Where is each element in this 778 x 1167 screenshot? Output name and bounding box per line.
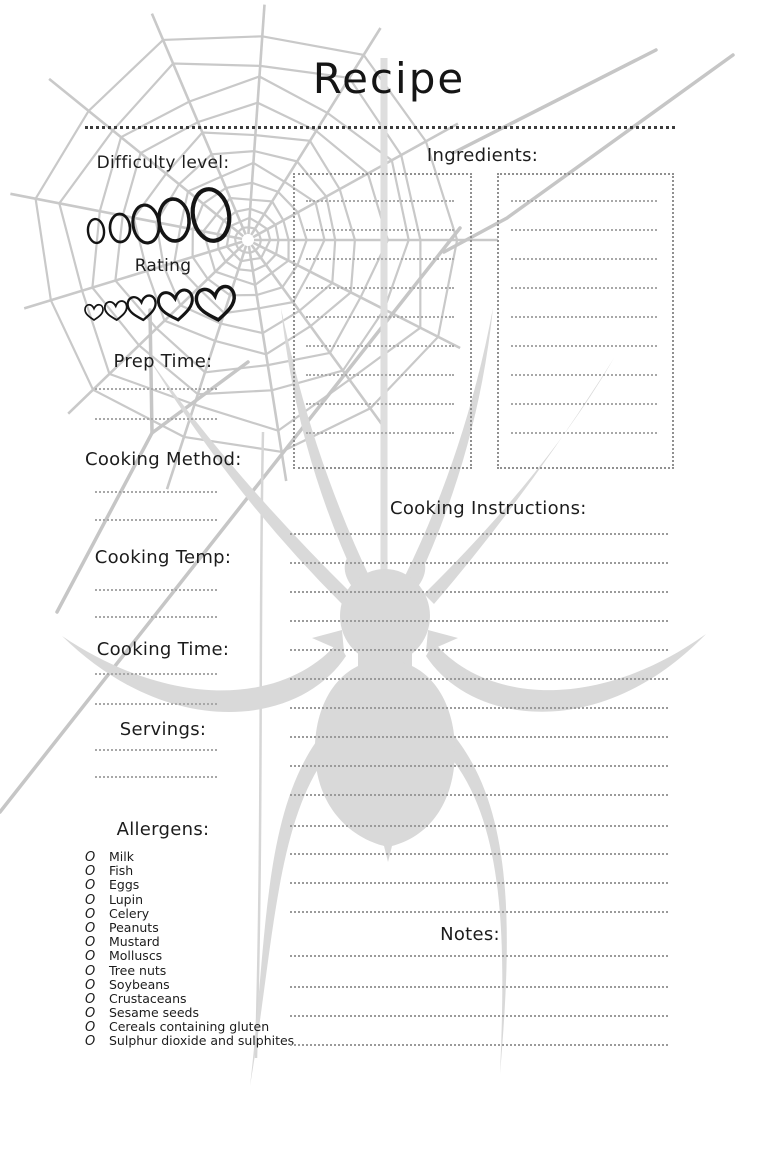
difficulty-rating-circles[interactable] — [78, 184, 238, 250]
instructions-writing-line[interactable] — [290, 533, 668, 535]
instructions-writing-line[interactable] — [290, 853, 668, 855]
field-label-cooking-method: Cooking Method: — [85, 449, 242, 470]
ingredients-writing-line[interactable] — [306, 258, 454, 260]
instructions-writing-line[interactable] — [290, 707, 668, 709]
allergen-label: Lupin — [109, 891, 143, 907]
allergen-row[interactable] — [85, 949, 295, 963]
allergen-checkbox[interactable]: O — [85, 850, 96, 865]
field-writing-line[interactable] — [95, 616, 217, 618]
difficulty-label: Difficulty level: — [96, 153, 230, 173]
ingredients-writing-line[interactable] — [511, 287, 657, 289]
allergen-label: Crustaceans — [109, 990, 187, 1006]
allergen-row[interactable] — [85, 978, 295, 992]
ingredients-writing-line[interactable] — [306, 287, 454, 289]
allergen-row[interactable] — [85, 935, 295, 949]
allergens-label: Allergens: — [116, 819, 210, 840]
ingredients-writing-line[interactable] — [511, 403, 657, 405]
difficulty-circle[interactable] — [87, 218, 105, 244]
field-writing-line[interactable] — [95, 589, 217, 591]
allergen-checkbox[interactable]: O — [85, 892, 96, 908]
allergen-label: Eggs — [109, 877, 140, 893]
allergen-checkbox[interactable]: O — [85, 991, 96, 1007]
rating-heart[interactable] — [157, 289, 195, 322]
allergen-row[interactable] — [85, 1034, 295, 1048]
difficulty-circle[interactable] — [109, 213, 130, 242]
notes-writing-line[interactable] — [290, 1015, 668, 1017]
allergen-row[interactable] — [85, 992, 295, 1006]
notes-writing-line[interactable] — [290, 986, 668, 988]
ingredients-writing-line[interactable] — [306, 229, 454, 231]
rating-heart[interactable] — [195, 285, 237, 322]
field-writing-line[interactable] — [95, 703, 217, 705]
allergen-label: Fish — [109, 863, 134, 879]
difficulty-circle[interactable] — [157, 198, 191, 242]
notes-writing-line[interactable] — [290, 955, 668, 957]
allergen-row[interactable] — [85, 850, 295, 864]
rating-hearts[interactable] — [80, 284, 242, 330]
allergen-checkbox[interactable]: O — [85, 906, 96, 922]
difficulty-circle[interactable] — [189, 186, 233, 243]
instructions-writing-line[interactable] — [290, 649, 668, 651]
notes-writing-line[interactable] — [290, 1044, 668, 1046]
allergen-label: Milk — [109, 849, 134, 864]
instructions-writing-line[interactable] — [290, 765, 668, 767]
field-label-prep-time: Prep Time: — [113, 351, 213, 372]
allergen-checkbox[interactable]: O — [85, 1034, 96, 1050]
field-writing-line[interactable] — [95, 388, 217, 390]
ingredients-label: Ingredients: — [426, 145, 539, 166]
allergen-label: Soybeans — [109, 976, 170, 992]
allergen-checkbox[interactable]: O — [85, 920, 96, 936]
field-label-cooking-time: Cooking Time: — [96, 639, 230, 660]
allergen-row[interactable] — [85, 864, 295, 878]
title-separator — [85, 126, 675, 129]
allergen-label: Tree nuts — [109, 962, 167, 978]
instructions-writing-line[interactable] — [290, 678, 668, 680]
instructions-writing-line[interactable] — [290, 591, 668, 593]
instructions-writing-line[interactable] — [290, 562, 668, 564]
allergen-label: Celery — [109, 905, 150, 921]
instructions-writing-line[interactable] — [290, 825, 668, 827]
allergen-checkbox[interactable]: O — [85, 1006, 96, 1022]
ingredients-writing-line[interactable] — [511, 345, 657, 347]
instructions-writing-line[interactable] — [290, 911, 668, 913]
allergen-checkbox[interactable]: O — [85, 935, 96, 951]
allergen-checkbox[interactable]: O — [85, 1020, 96, 1036]
ingredients-writing-line[interactable] — [511, 432, 657, 434]
field-label-servings: Servings: — [119, 719, 207, 740]
field-writing-line[interactable] — [95, 749, 217, 751]
ingredients-box-left[interactable] — [293, 173, 472, 469]
allergen-row[interactable] — [85, 1020, 295, 1034]
rating-heart[interactable] — [85, 305, 103, 320]
instructions-writing-line[interactable] — [290, 736, 668, 738]
ingredients-writing-line[interactable] — [306, 432, 454, 434]
ingredients-box-right[interactable] — [497, 173, 674, 469]
allergen-label: Sulphur dioxide and sulphites — [109, 1033, 295, 1049]
allergen-label: Sesame seeds — [109, 1005, 199, 1021]
allergen-row[interactable] — [85, 921, 295, 935]
instructions-writing-line[interactable] — [290, 882, 668, 884]
instructions-writing-line[interactable] — [290, 794, 668, 796]
rating-label: Rating — [134, 256, 192, 276]
allergen-checkbox[interactable]: O — [85, 878, 96, 894]
page-title: Recipe — [312, 54, 466, 103]
allergen-checkbox[interactable]: O — [85, 963, 96, 979]
field-writing-line[interactable] — [95, 491, 217, 493]
instructions-writing-line[interactable] — [290, 620, 668, 622]
field-writing-line[interactable] — [95, 776, 217, 778]
ingredients-writing-line[interactable] — [306, 200, 454, 202]
ingredients-writing-line[interactable] — [306, 403, 454, 405]
allergen-checkbox[interactable]: O — [85, 864, 96, 880]
ingredients-writing-line[interactable] — [511, 258, 657, 260]
ingredients-writing-line[interactable] — [306, 345, 454, 347]
rating-heart[interactable] — [104, 301, 127, 321]
ingredients-writing-line[interactable] — [511, 200, 657, 202]
allergen-label: Mustard — [109, 934, 160, 950]
ingredients-writing-line[interactable] — [511, 316, 657, 318]
allergen-row[interactable] — [85, 893, 295, 907]
field-writing-line[interactable] — [95, 519, 217, 521]
ingredients-writing-line[interactable] — [306, 374, 454, 376]
difficulty-circle[interactable] — [130, 203, 161, 244]
field-writing-line[interactable] — [95, 673, 217, 675]
allergen-label: Peanuts — [109, 919, 159, 935]
rating-heart[interactable] — [127, 295, 157, 321]
allergen-row[interactable] — [85, 964, 295, 978]
allergen-label: Molluscs — [109, 948, 163, 964]
ingredients-writing-line[interactable] — [306, 316, 454, 318]
allergen-row[interactable] — [85, 878, 295, 892]
allergens-list — [85, 850, 295, 1049]
cooking-instructions-label: Cooking Instructions: — [390, 498, 587, 519]
allergen-row[interactable] — [85, 1006, 295, 1020]
field-label-cooking-temp: Cooking Temp: — [94, 547, 232, 568]
allergen-label: Cereals containing gluten — [109, 1019, 270, 1035]
allergen-checkbox[interactable]: O — [85, 949, 96, 965]
allergen-checkbox[interactable]: O — [85, 977, 96, 993]
ingredients-writing-line[interactable] — [511, 229, 657, 231]
notes-label: Notes: — [440, 924, 500, 945]
ingredients-writing-line[interactable] — [511, 374, 657, 376]
allergen-row[interactable] — [85, 907, 295, 921]
field-writing-line[interactable] — [95, 418, 217, 420]
